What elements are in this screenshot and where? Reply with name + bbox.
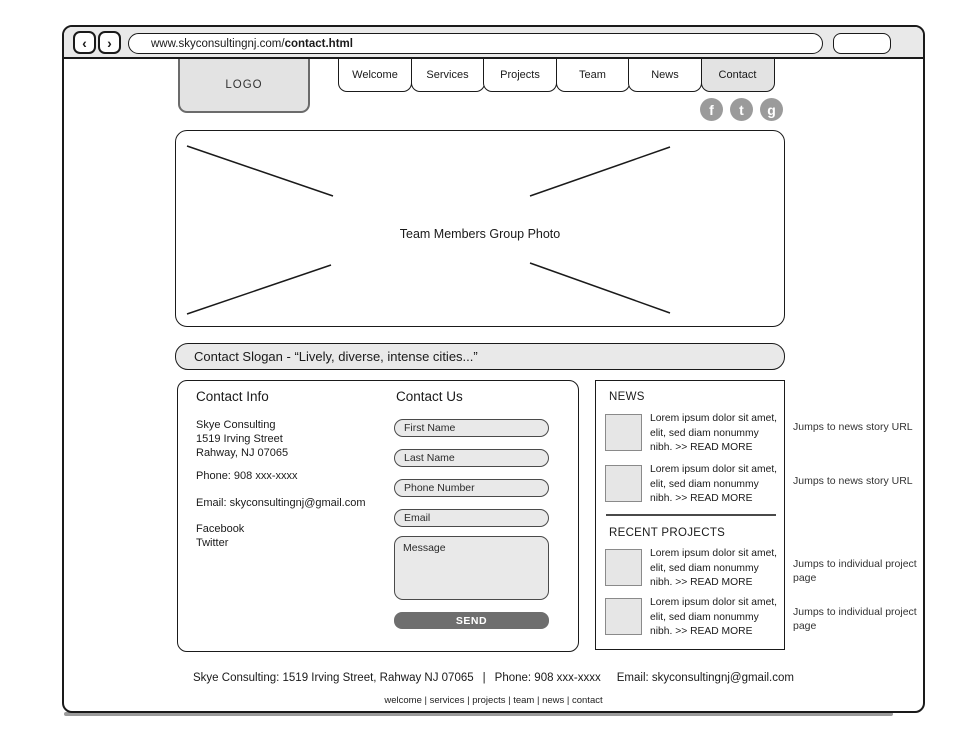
- logo-label: LOGO: [225, 79, 263, 91]
- sidebar-divider: [606, 514, 776, 516]
- company-name: Skye Consulting: [196, 419, 276, 431]
- read-more-link[interactable]: >> READ MORE: [675, 626, 753, 637]
- first-name-field[interactable]: [394, 419, 549, 437]
- tab-contact[interactable]: [701, 59, 775, 92]
- tab-news[interactable]: [628, 59, 702, 92]
- tab-projects[interactable]: [483, 59, 557, 92]
- news-thumbnail[interactable]: [605, 465, 642, 502]
- last-name-field[interactable]: [394, 449, 549, 467]
- tab-label: Welcome: [352, 69, 398, 81]
- footer-email: Email: skyconsultingnj@gmail.com: [616, 672, 794, 684]
- nav-tabs: [338, 59, 775, 92]
- google-glyph: g: [767, 101, 776, 118]
- contact-panel: [177, 380, 579, 652]
- annotation-project-1: Jumps to individual project page: [793, 558, 917, 584]
- send-button[interactable]: SEND: [394, 612, 549, 629]
- back-button[interactable]: [73, 31, 96, 54]
- email-field[interactable]: [394, 509, 549, 527]
- footer-links[interactable]: welcome | services | projects | team | news | contact: [384, 695, 603, 706]
- news-item-text: Lorem ipsum dolor sit amet, elit, sed diam nonummy nibh.: [650, 464, 778, 504]
- message-field[interactable]: [394, 536, 549, 600]
- annotation-news-1: Jumps to news story URL: [793, 421, 913, 433]
- project-item: [650, 547, 782, 591]
- facebook-link[interactable]: Facebook: [196, 523, 245, 535]
- address-line2: Rahway, NJ 07065: [196, 447, 289, 459]
- annotation-news-2: Jumps to news story URL: [793, 475, 913, 487]
- annotation-project-2: Jumps to individual project page: [793, 606, 917, 632]
- project-item: [650, 596, 782, 640]
- news-item-text: Lorem ipsum dolor sit amet, elit, sed diam nonummy nibh.: [650, 413, 778, 453]
- contact-email: Email: skyconsultingnj@gmail.com: [196, 497, 366, 509]
- read-more-link[interactable]: >> READ MORE: [675, 442, 753, 453]
- news-thumbnail[interactable]: [605, 414, 642, 451]
- tab-team[interactable]: [556, 59, 630, 92]
- read-more-link[interactable]: >> READ MORE: [675, 493, 753, 504]
- tab-services[interactable]: [411, 59, 485, 92]
- footer-phone: Phone: 908 xxx-xxxx: [494, 672, 601, 684]
- team-photo-placeholder: [175, 130, 785, 327]
- contact-slogan-bar: [175, 343, 785, 370]
- logo-placeholder[interactable]: [178, 59, 310, 113]
- tab-welcome[interactable]: [338, 59, 412, 92]
- tab-label: Contact: [718, 69, 757, 81]
- footer-divider: |: [482, 672, 486, 684]
- facebook-icon[interactable]: [700, 98, 723, 121]
- contact-phone: Phone: 908 xxx-xxxx: [196, 470, 298, 482]
- tab-label: Services: [426, 69, 469, 81]
- news-item: [650, 463, 782, 507]
- contact-us-heading: Contact Us: [396, 389, 463, 404]
- forward-button[interactable]: [98, 31, 121, 54]
- footer-contact-line: [64, 672, 923, 684]
- tab-label: News: [651, 69, 679, 81]
- recent-projects-heading: RECENT PROJECTS: [609, 527, 726, 539]
- news-panel: [595, 380, 785, 650]
- project-thumbnail[interactable]: [605, 598, 642, 635]
- tab-label: Team: [579, 69, 606, 81]
- project-item-text: Lorem ipsum dolor sit amet, elit, sed diam nonummy nibh.: [650, 597, 778, 637]
- twitter-link[interactable]: Twitter: [196, 537, 229, 549]
- url-base: www.skyconsultingnj.com/: [151, 37, 285, 50]
- footer-address: Skye Consulting: 1519 Irving Street, Rahway NJ 07065: [193, 672, 474, 684]
- news-heading: NEWS: [609, 391, 645, 403]
- news-item: [650, 412, 782, 456]
- social-icons: [700, 98, 783, 121]
- google-icon[interactable]: [760, 98, 783, 121]
- twitter-glyph: t: [739, 101, 744, 118]
- search-box[interactable]: [833, 33, 891, 54]
- photo-label: Team Members Group Photo: [399, 227, 561, 241]
- slogan-text: Contact Slogan - “Lively, diverse, intense cities...”: [194, 349, 478, 364]
- phone-number-field[interactable]: [394, 479, 549, 497]
- facebook-glyph: f: [709, 101, 714, 118]
- twitter-icon[interactable]: [730, 98, 753, 121]
- contact-info-heading: Contact Info: [196, 389, 269, 404]
- contact-address: [196, 418, 288, 460]
- browser-toolbar: [64, 27, 923, 59]
- tab-label: Projects: [500, 69, 540, 81]
- project-item-text: Lorem ipsum dolor sit amet, elit, sed diam nonummy nibh.: [650, 548, 778, 588]
- url-page: contact.html: [284, 37, 353, 50]
- read-more-link[interactable]: >> READ MORE: [675, 577, 753, 588]
- forward-arrow-icon: ›: [107, 34, 112, 51]
- back-arrow-icon: ‹: [82, 34, 87, 51]
- browser-window: [62, 25, 925, 713]
- address-line1: 1519 Irving Street: [196, 433, 283, 445]
- project-thumbnail[interactable]: [605, 549, 642, 586]
- url-bar[interactable]: [128, 33, 823, 54]
